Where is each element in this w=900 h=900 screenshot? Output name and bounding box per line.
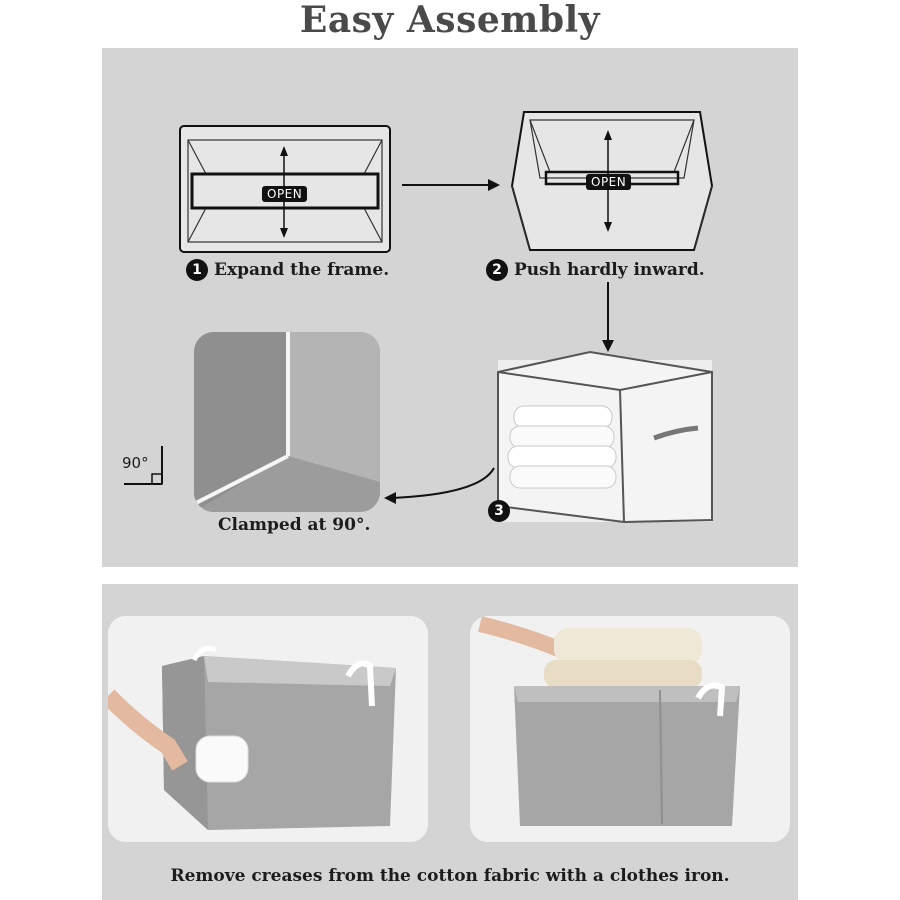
filled-basket-photo [470, 616, 790, 842]
corner-caption: Clamped at 90°. [218, 515, 371, 535]
page-title: Easy Assembly [299, 0, 601, 41]
open-tag-step1: OPEN [262, 186, 307, 202]
arrow-right-icon [402, 177, 502, 193]
step2-text: Push hardly inward. [514, 260, 705, 280]
corner-clamp-photo [194, 332, 380, 512]
step1-number-badge: 1 [186, 259, 208, 281]
step2-label [486, 259, 705, 281]
angle-label: 90° [122, 454, 149, 472]
step1-label [186, 259, 389, 281]
right-angle-icon [124, 446, 166, 488]
step1-text: Expand the frame. [214, 260, 390, 280]
step2-number-badge: 2 [486, 259, 508, 281]
open-tag-step2: OPEN [586, 174, 631, 190]
bottom-caption: Remove creases from the cotton fabric with a clothes iron. [170, 866, 730, 886]
curved-arrow-left-icon [380, 466, 500, 506]
ironing-basket-photo [108, 616, 428, 842]
step3-number-badge: 3 [488, 500, 510, 522]
step3-assembled-box-illustration [494, 346, 716, 526]
arrow-down-icon [600, 282, 616, 354]
